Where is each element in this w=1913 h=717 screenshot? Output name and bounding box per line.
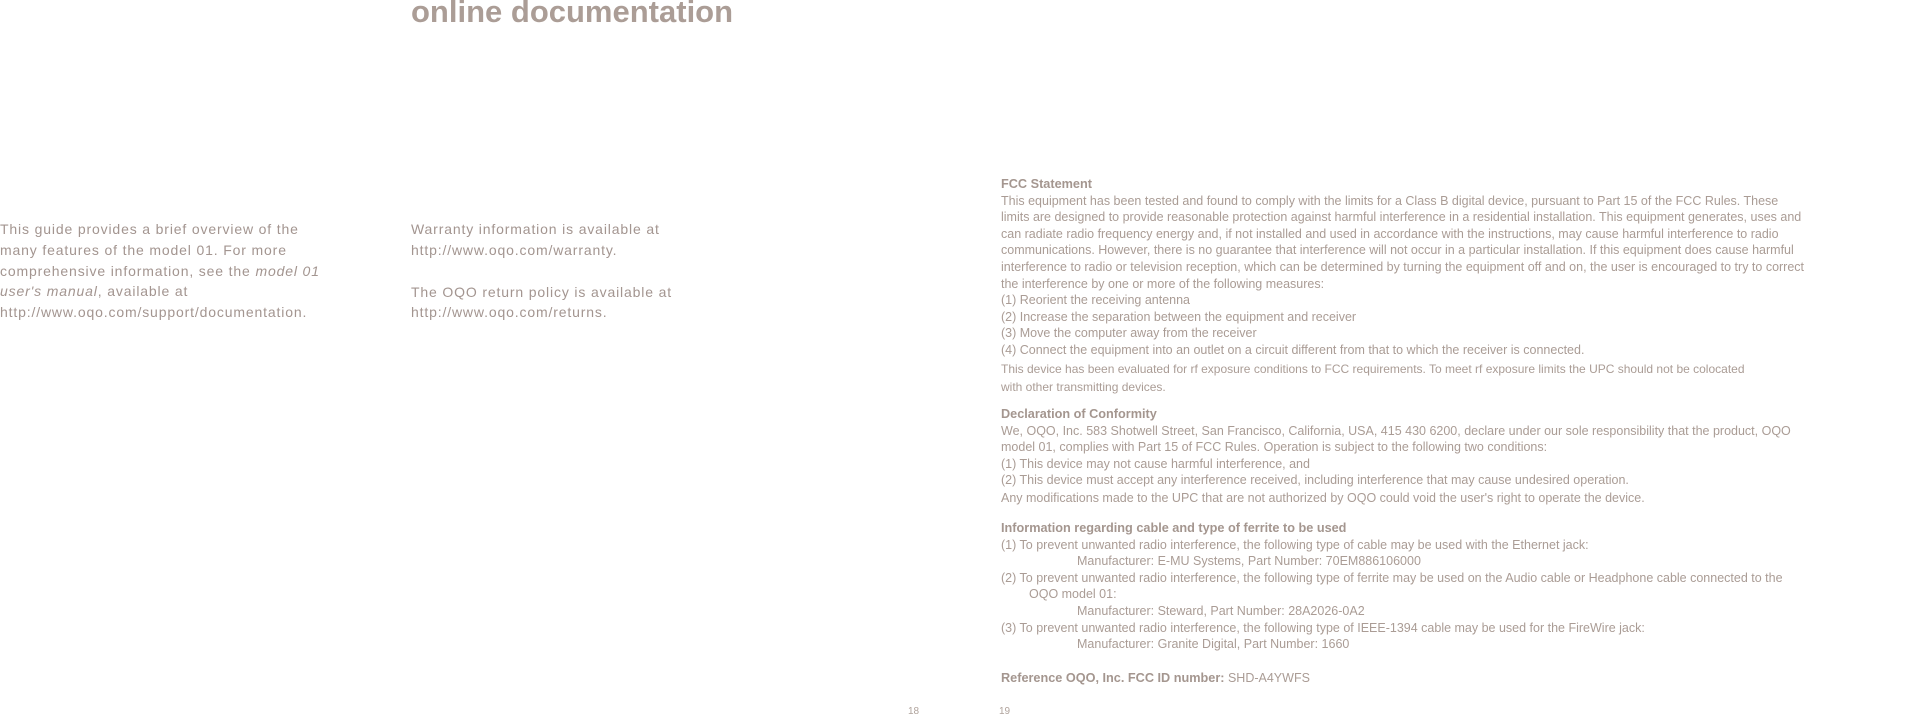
rf-exposure-line: with other transmitting devices. (1001, 380, 1166, 395)
conformity-line: (1) This device may not cause harmful interference, and (1001, 456, 1310, 471)
ferrite-item: (3) To prevent unwanted radio interference, the following type of IEEE-1394 cable may be used for the FireWire jack: (1001, 620, 1645, 635)
return-policy-line: The OQO return policy is available at (411, 283, 672, 300)
ferrite-information (1001, 520, 1911, 653)
intro-line: , available at (97, 283, 189, 300)
fcc-text-line: This equipment has been tested and found to comply with the limits for a Class B digital device, pursuant to Part 15 of the FCC Rules. These (1001, 193, 1779, 208)
fcc-statement (1001, 176, 1911, 396)
conformity-line: model 01, complies with Part 15 of FCC Rules. Operation is subject to the following two conditions: (1001, 440, 1548, 455)
fcc-measure: (2) Increase the separation between the equipment and receiver (1001, 309, 1357, 324)
ferrite-heading: Information regarding cable and type of ferrite to be used (1001, 521, 1347, 535)
rf-exposure-line: This device has been evaluated for rf exposure conditions to FCC requirements. To meet rf exposure limits the UPC should not be colocated (1001, 361, 1745, 376)
manufacturer-line: Manufacturer: Granite Digital, Part Number: 1660 (1077, 637, 1350, 652)
ferrite-item: (1) To prevent unwanted radio interference, the following type of cable may be used with the Ethernet jack: (1001, 537, 1589, 552)
manufacturer-line: Manufacturer: E-MU Systems, Part Number: 70EM886106000 (1077, 554, 1421, 569)
conformity-heading: Declaration of Conformity (1001, 407, 1157, 421)
fcc-text-line: limits are designed to provide reasonable protection against harmful interference in a residential installation. This equipment generates, uses and (1001, 210, 1802, 225)
page-number-right: 19 (999, 706, 1011, 717)
returns-url: http://www.oqo.com/returns. (411, 304, 608, 321)
fcc-heading: FCC Statement (1001, 177, 1092, 191)
warranty-info (411, 219, 711, 323)
manual-title: user's manual (0, 283, 98, 300)
fcc-measure: (4) Connect the equipment into an outlet on a circuit different from that to which the receiver is connected. (1001, 342, 1585, 357)
fcc-text-line: can radiate radio frequency energy and, if not installed and used in accordance with the instructions, may cause harmful interference to radio (1001, 226, 1779, 241)
intro-line: This guide provides a brief overview of the (0, 221, 299, 237)
warranty-url: http://www.oqo.com/warranty. (411, 241, 618, 258)
intro-line: comprehensive information, see the (0, 262, 256, 279)
intro-paragraph (0, 219, 345, 323)
fcc-id-reference (1001, 670, 1911, 687)
declaration-of-conformity (1001, 406, 1911, 507)
fcc-measure: (3) Move the computer away from the receiver (1001, 326, 1257, 341)
fcc-measure: (1) Reorient the receiving antenna (1001, 293, 1191, 308)
fcc-text-line: interference to radio or television reception, which can be determined by turning the equipment off and on, the user is encouraged to try to correct (1001, 259, 1805, 274)
page-number-left: 18 (908, 706, 920, 717)
modifications-line: Any modifications made to the UPC that are not authorized by OQO could void the user's right to operate the device. (1001, 490, 1645, 505)
documentation-url: http://www.oqo.com/support/documentation. (0, 304, 308, 321)
fcc-id-value: SHD-A4YWFS (1227, 671, 1310, 685)
conformity-line: We, OQO, Inc. 583 Shotwell Street, San Francisco, California, USA, 415 430 6200, declare under our sole responsibility that the product, OQO (1001, 423, 1791, 438)
manual-title: model 01 (255, 262, 320, 279)
fcc-text-line: communications. However, there is no guarantee that interference will not occur in a particular installation. If this equipment does cause harmful (1001, 243, 1794, 258)
manufacturer-line: Manufacturer: Steward, Part Number: 28A2026-0A2 (1077, 603, 1365, 618)
intro-line: many features of the model 01. For more (0, 241, 287, 258)
fcc-text-line: the interference by one or more of the following measures: (1001, 276, 1325, 291)
warranty-line: Warranty information is available at (411, 221, 660, 237)
ferrite-item-continued: OQO model 01: (1029, 587, 1117, 602)
conformity-line: (2) This device must accept any interference received, including interference that may cause undesired operation. (1001, 473, 1629, 488)
ferrite-item: (2) To prevent unwanted radio interference, the following type of ferrite may be used on the Audio cable or Headphone cable connected to the (1001, 570, 1783, 585)
fcc-id-label: Reference OQO, Inc. FCC ID number: (1001, 671, 1225, 685)
page-title: online documentation (411, 0, 734, 29)
